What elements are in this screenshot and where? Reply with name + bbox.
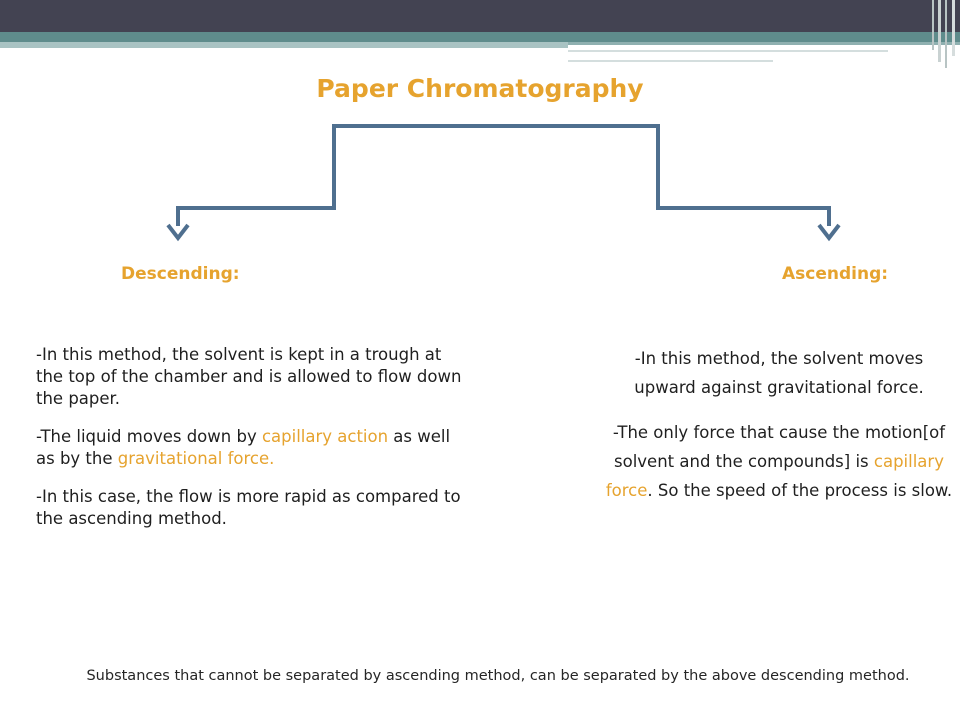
ascending-description [604, 344, 954, 521]
text-segment: as well as by the [36, 427, 451, 468]
highlight-gravitational-force: gravitational force. [117, 449, 275, 468]
descending-point [36, 426, 466, 470]
page-title: Paper Chromatography [316, 74, 644, 103]
text-segment: -The only force that cause the motion[of solvent and the compounds] is [612, 423, 946, 471]
branch-connector [0, 0, 960, 260]
highlight-capillary-force: capillary force [605, 452, 944, 500]
text-segment: . So the speed of the process is slow. [647, 481, 953, 500]
highlight-capillary-action: capillary action [261, 427, 389, 446]
connector-line [178, 126, 829, 226]
ascending-heading: Ascending: [782, 264, 889, 284]
descending-description [36, 344, 466, 546]
arrow-down-right-icon [819, 225, 839, 238]
descending-point: -In this case, the flow is more rapid as compared to the ascending method. [36, 487, 461, 528]
descending-heading: Descending: [121, 264, 240, 284]
descending-point: -In this method, the solvent is kept in a trough at the top of the chamber and is allowed to flow down the paper. [36, 345, 462, 408]
ascending-point: -In this method, the solvent moves upward against gravitational force. [634, 349, 924, 397]
ascending-point [604, 418, 954, 505]
arrow-down-left-icon [168, 225, 188, 238]
footer-note: Substances that cannot be separated by ascending method, can be separated by the above descending method. [86, 668, 910, 684]
text-segment: -The liquid moves down by [36, 427, 262, 446]
